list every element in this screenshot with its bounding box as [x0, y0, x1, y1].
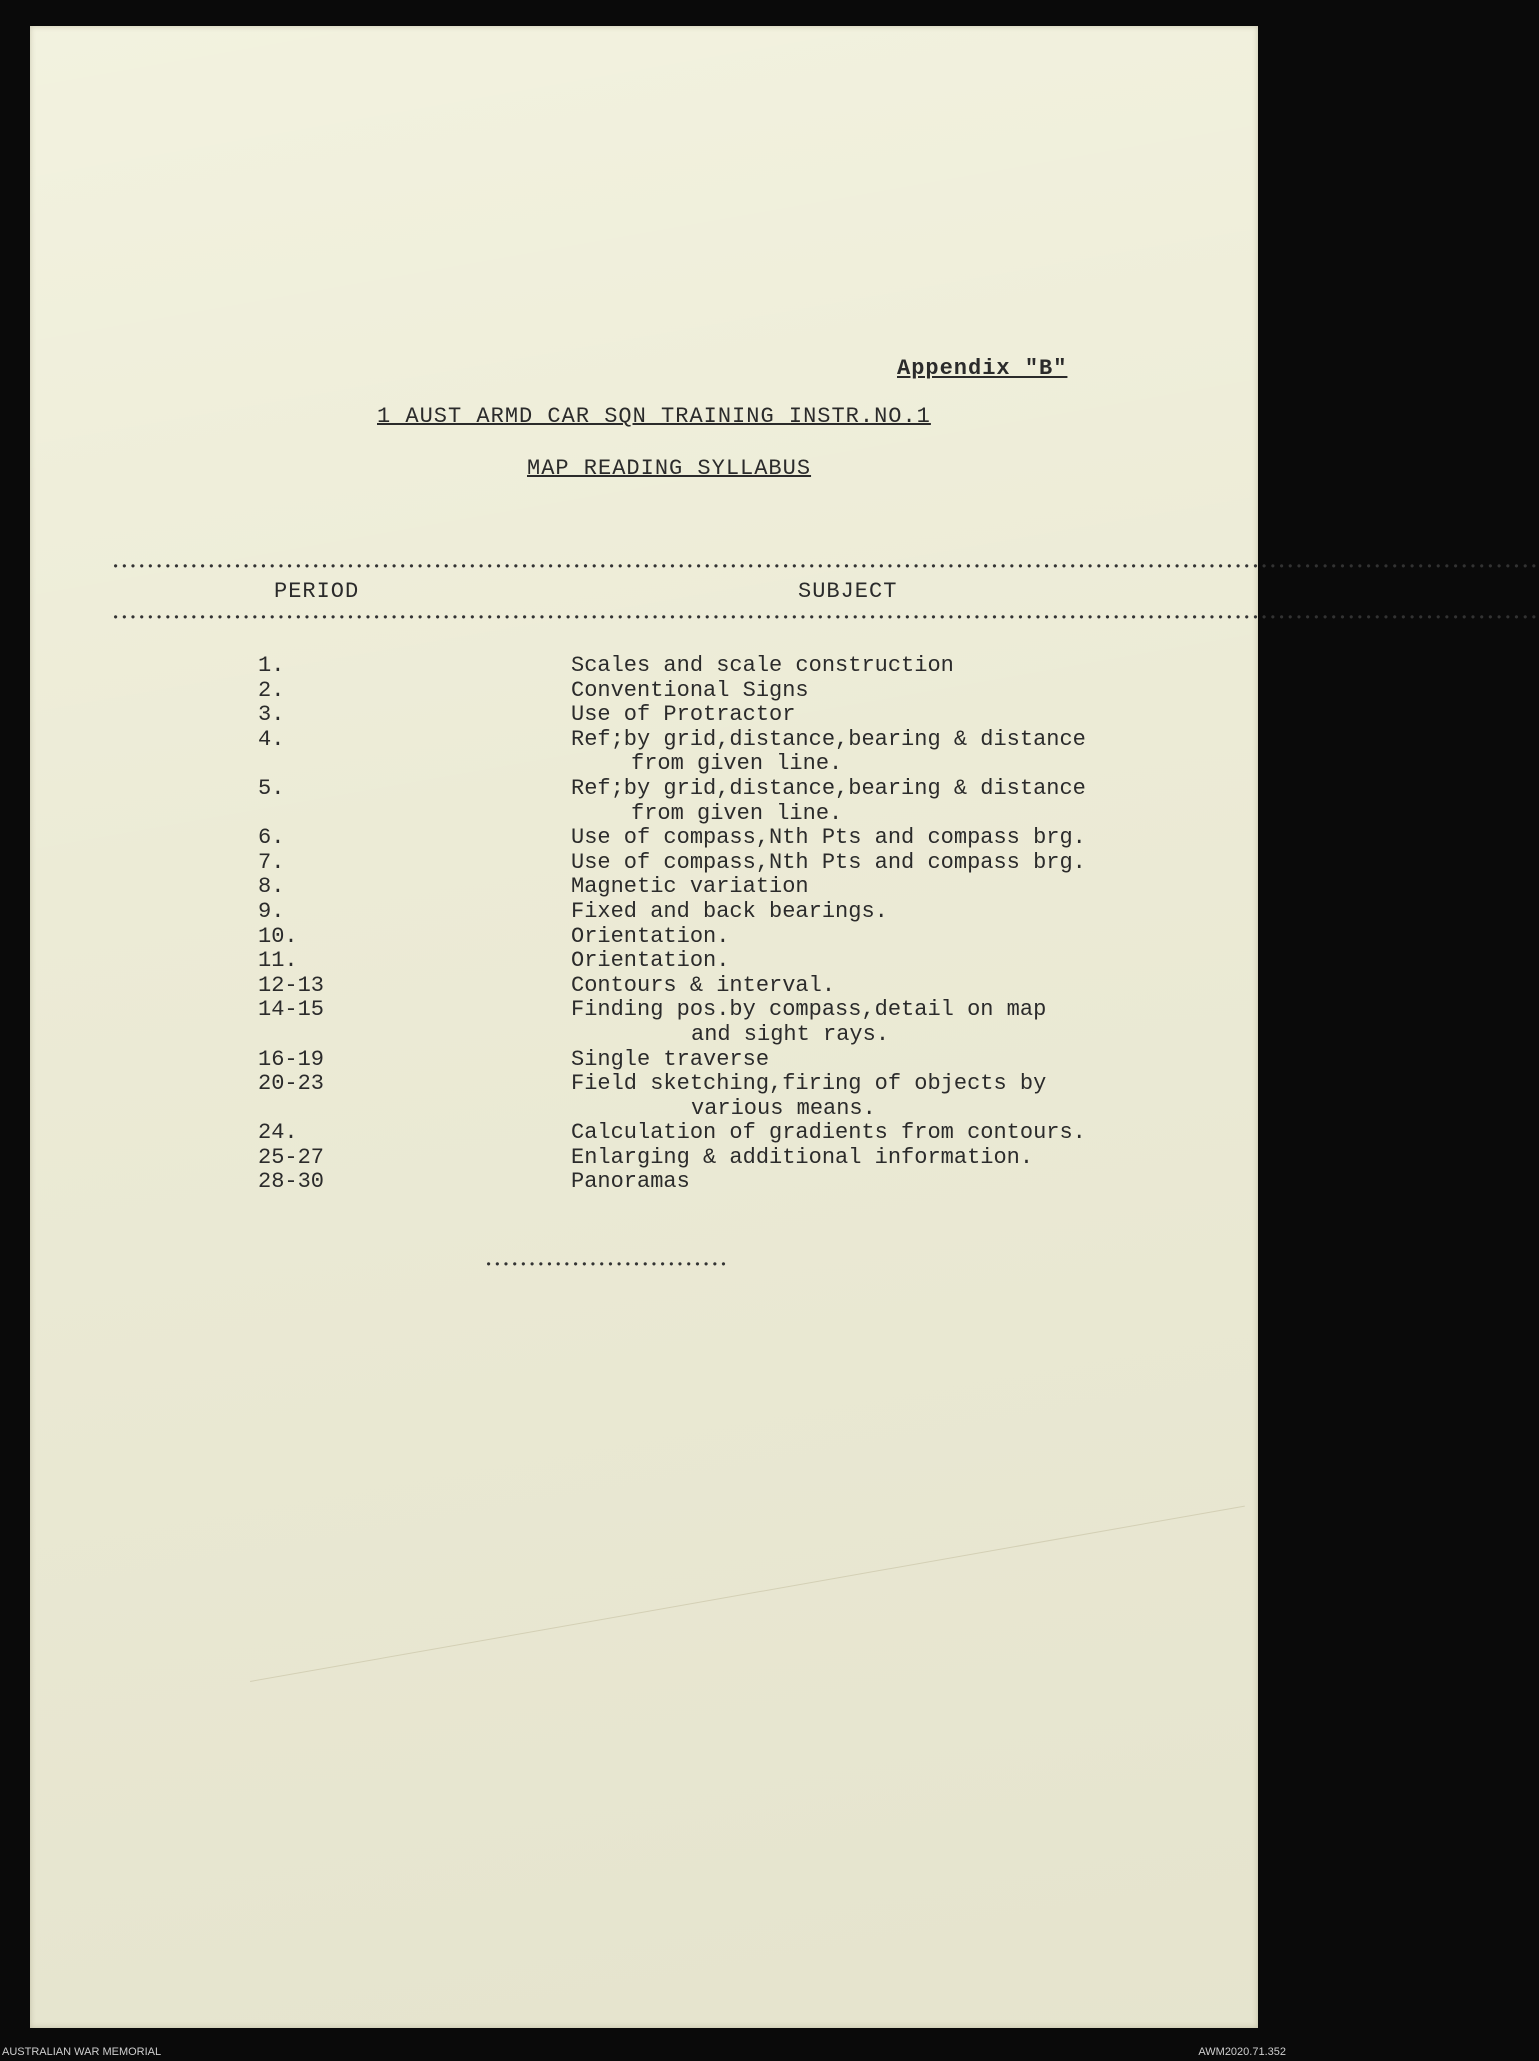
period-cell: 3.: [258, 702, 285, 728]
period-cell: 14-15: [258, 997, 325, 1023]
subject-cell: Magnetic variation: [571, 874, 809, 900]
subject-cell: Finding pos.by compass,detail on map: [571, 997, 1047, 1023]
separator-top: ••••••••••••••••••••••••••••••••••••••••••••••••••••••••••••••••••••••••••••••••••••••••••••••••••••••••••••••••••••••••••••••••••••••••••••••••••••••••••••••••••••: [112, 560, 1539, 574]
subject-cell: Use of compass,Nth Pts and compass brg.: [571, 849, 1086, 875]
period-cell: 1.: [258, 653, 285, 678]
appendix-label: Appendix "B": [897, 356, 1068, 381]
table-row: [30, 678, 1258, 703]
table-row-continuation: [30, 1022, 1258, 1047]
period-cell: 7.: [258, 849, 285, 875]
table-row: [30, 727, 1258, 752]
separator-header: ••••••••••••••••••••••••••••••••••••••••••••••••••••••••••••••••••••••••••••••••••••••••••••••••••••••••••••••••••••••••••••••••••••••••••••••••••••••••••••••••••••: [112, 611, 1539, 625]
subject-cell: from given line.: [631, 751, 843, 777]
table-row: [30, 924, 1258, 949]
period-cell: 25-27: [258, 1144, 325, 1170]
period-cell: 24.: [258, 1120, 298, 1146]
table-row: [30, 702, 1258, 727]
period-cell: 8.: [258, 874, 285, 900]
period-cell: 11.: [258, 948, 298, 974]
table-row: [30, 825, 1258, 850]
subject-cell: Contours & interval.: [571, 972, 836, 998]
subject-cell: Orientation.: [571, 948, 730, 974]
table-row: [30, 973, 1258, 998]
period-cell: 12-13: [258, 972, 325, 998]
table-row: [30, 1047, 1258, 1072]
document-title: 1 AUST ARMD CAR SQN TRAINING INSTR.NO.1: [377, 404, 931, 429]
subject-cell: various means.: [691, 1095, 876, 1121]
table-row: [30, 776, 1258, 801]
period-cell: 5.: [258, 775, 285, 801]
period-cell: 4.: [258, 726, 285, 752]
subject-cell: Ref;by grid,distance,bearing & distance: [571, 726, 1086, 752]
table-row: [30, 997, 1258, 1022]
period-cell: 9.: [258, 898, 285, 924]
table-row: [30, 1071, 1258, 1096]
subject-cell: and sight rays.: [691, 1021, 890, 1047]
table-row: [30, 1145, 1258, 1170]
table-row: [30, 1120, 1258, 1145]
table-row: [30, 850, 1258, 875]
document-subtitle: MAP READING SYLLABUS: [527, 456, 812, 481]
subject-cell: Use of Protractor: [571, 702, 796, 728]
table-row-continuation: [30, 751, 1258, 776]
table-row: [30, 653, 1258, 678]
subject-cell: Scales and scale construction: [571, 653, 954, 678]
period-cell: 10.: [258, 923, 298, 949]
subject-cell: Orientation.: [571, 923, 730, 949]
paper-crease: [250, 1506, 1245, 1682]
table-row: [30, 899, 1258, 924]
subject-cell: from given line.: [631, 800, 843, 826]
period-cell: 2.: [258, 677, 285, 703]
table-row: [30, 948, 1258, 973]
table-row: [30, 874, 1258, 899]
table-row: [30, 1169, 1258, 1194]
subject-cell: Ref;by grid,distance,bearing & distance: [571, 775, 1086, 801]
subject-cell: Calculation of gradients from contours.: [571, 1120, 1086, 1146]
subject-cell: Field sketching,firing of objects by: [571, 1071, 1047, 1097]
subject-cell: Conventional Signs: [571, 677, 809, 703]
subject-cell: Fixed and back bearings.: [571, 898, 888, 924]
period-cell: 28-30: [258, 1169, 325, 1195]
table-row-continuation: [30, 1096, 1258, 1121]
subject-cell: Single traverse: [571, 1046, 770, 1072]
document-page: [30, 26, 1539, 2028]
subject-cell: Enlarging & additional information.: [571, 1144, 1034, 1170]
footer-catalog-number: AWM2020.71.352: [1198, 2046, 1286, 2058]
subject-cell: Use of compass,Nth Pts and compass brg.: [571, 825, 1086, 851]
column-header-subject: SUBJECT: [798, 579, 898, 604]
period-cell: 20-23: [258, 1071, 325, 1097]
separator-end: ••••••••••••••••••••••••••••: [485, 1258, 729, 1272]
column-header-period: PERIOD: [274, 579, 360, 604]
period-cell: 6.: [258, 825, 285, 851]
syllabus-table: [30, 653, 1258, 1194]
period-cell: 16-19: [258, 1046, 325, 1072]
footer-institution: AUSTRALIAN WAR MEMORIAL: [2, 2046, 162, 2058]
table-row-continuation: [30, 801, 1258, 826]
subject-cell: Panoramas: [571, 1169, 690, 1195]
